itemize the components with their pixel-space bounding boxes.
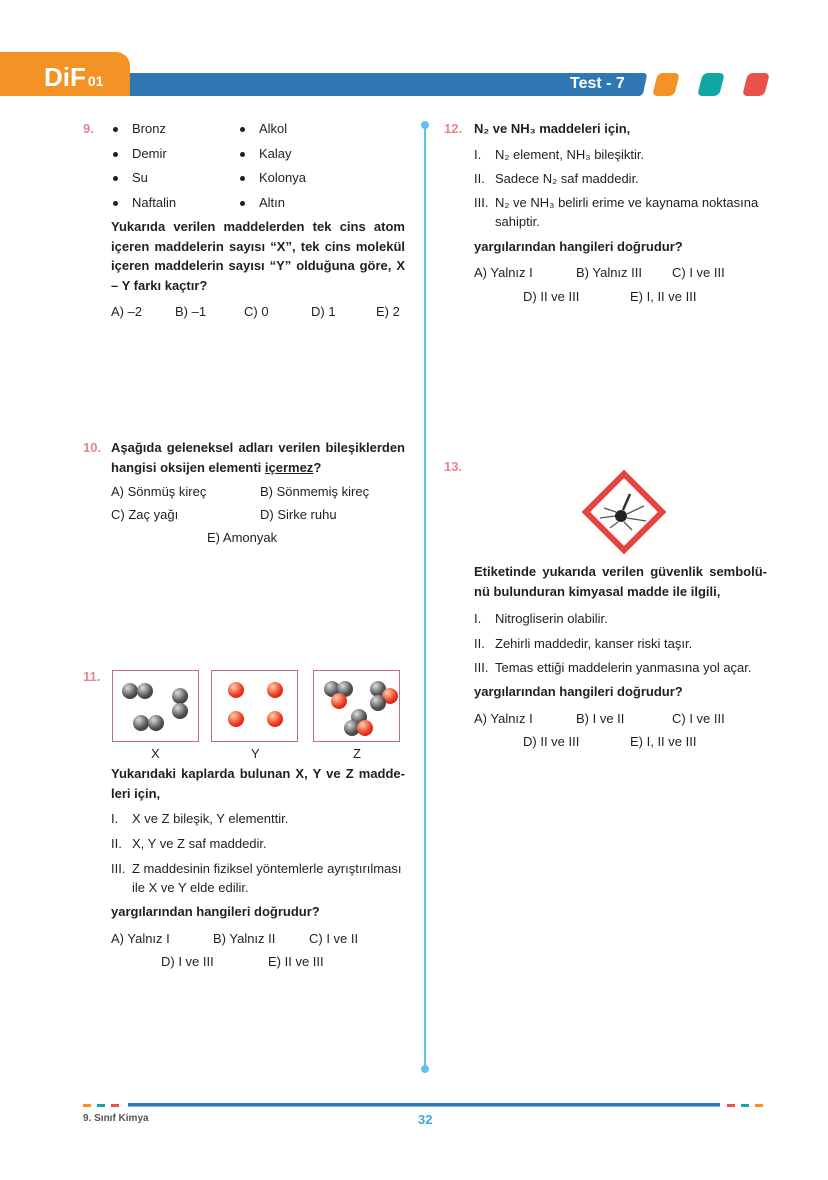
- chip-red: [742, 73, 770, 96]
- option[interactable]: D) II ve III: [523, 289, 580, 304]
- option[interactable]: C) I ve III: [672, 711, 725, 726]
- statement: Zehirli maddedir, kanser riski taşır.: [495, 636, 693, 651]
- option[interactable]: B) Yalnız III: [576, 265, 642, 280]
- statement-num: II.: [474, 636, 485, 651]
- question-number: 12.: [444, 121, 463, 136]
- statement: Nitrogliserin olabilir.: [495, 611, 608, 626]
- option[interactable]: B) –1: [175, 304, 207, 319]
- statement-num: II.: [111, 836, 122, 851]
- option[interactable]: E) II ve III: [268, 954, 324, 969]
- option[interactable]: A) Yalnız I: [474, 265, 533, 280]
- header-bar: [113, 73, 648, 96]
- chip-orange: [652, 73, 680, 96]
- container-y: [211, 670, 298, 742]
- statement-num: I.: [474, 611, 482, 626]
- divider-dot: [421, 121, 429, 129]
- footer-dash: [97, 1104, 105, 1107]
- question-number: 9.: [83, 121, 94, 136]
- footer-line: [128, 1103, 720, 1107]
- question-stem: Yukarıdaki kaplarda bulunan X, Y ve Z madde-leri için,: [111, 766, 405, 801]
- container-x: [112, 670, 199, 742]
- container-label: Y: [251, 746, 260, 761]
- option[interactable]: E) I, II ve III: [630, 734, 697, 749]
- container-label: X: [151, 746, 160, 761]
- chip-teal: [697, 73, 725, 96]
- statement: ile X ve Y elde edilir.: [132, 880, 249, 895]
- list-item: Altın: [240, 195, 285, 210]
- divider-dot: [421, 1065, 429, 1073]
- question-stem: Yukarıda verilen maddelerden tek cins atom içeren maddelerin sayısı “X”, tek cins molekül içeren maddelerin sayısı “Y” olduğuna göre, X – Y farkı kaçtır?: [111, 219, 405, 293]
- footer-dash: [727, 1104, 735, 1107]
- option[interactable]: B) Sönmemiş kireç: [260, 484, 370, 499]
- question-prompt: yargılarından hangileri doğrudur?: [474, 239, 683, 254]
- option[interactable]: C) 0: [244, 304, 269, 319]
- statement-num: I.: [111, 811, 119, 826]
- option[interactable]: A) Sönmüş kireç: [111, 484, 207, 499]
- statement-num: II.: [474, 171, 485, 186]
- question-number: 13.: [444, 459, 463, 474]
- statement: N₂ ve NH₃ belirli erime ve kaynama noktasına: [495, 195, 759, 210]
- statement: X ve Z bileşik, Y elementtir.: [132, 811, 289, 826]
- page-number: 32: [418, 1112, 433, 1127]
- statement: sahiptir.: [495, 214, 540, 229]
- statement-num: I.: [474, 147, 482, 162]
- test-label: Test - 7: [570, 75, 625, 92]
- option[interactable]: C) Zaç yağı: [111, 507, 179, 522]
- list-item: Alkol: [240, 121, 287, 136]
- statement: Z maddesinin fiziksel yöntemlerle ayrıştırılması: [132, 861, 402, 876]
- list-item: Su: [113, 170, 148, 185]
- footer-dash: [83, 1104, 91, 1107]
- footer-subject: 9. Sınıf Kimya: [83, 1113, 149, 1124]
- statement-num: III.: [474, 660, 489, 675]
- question-stem: Aşağıda geleneksel adları verilen bileşiklerden hangisi oksijen elementi içermez?: [111, 440, 405, 475]
- list-item: Demir: [113, 146, 167, 161]
- list-item: Kolonya: [240, 170, 306, 185]
- option[interactable]: A) –2: [111, 304, 143, 319]
- list-item: Naftalin: [113, 195, 176, 210]
- option[interactable]: D) I ve III: [161, 954, 214, 969]
- question-stem: N₂ ve NH₃ maddeleri için,: [474, 121, 631, 136]
- option[interactable]: B) Yalnız II: [213, 931, 276, 946]
- statement: N₂ element, NH₃ bileşiktir.: [495, 147, 645, 162]
- list-item: Kalay: [240, 146, 292, 161]
- option[interactable]: E) Amonyak: [207, 530, 278, 545]
- option[interactable]: D) II ve III: [523, 734, 580, 749]
- question-prompt: yargılarından hangileri doğrudur?: [111, 904, 320, 919]
- question-number: 11.: [83, 669, 101, 684]
- statement: Temas ettiği maddelerin yanmasına yol açar.: [495, 660, 752, 675]
- container-label: Z: [353, 746, 361, 761]
- statement-num: III.: [474, 195, 489, 210]
- option[interactable]: D) Sirke ruhu: [260, 507, 337, 522]
- option[interactable]: C) I ve II: [309, 931, 359, 946]
- option[interactable]: B) I ve II: [576, 711, 625, 726]
- explosive-hazard-icon: [578, 466, 670, 558]
- question-prompt: yargılarından hangileri doğrudur?: [474, 684, 683, 699]
- list-item: Bronz: [113, 121, 166, 136]
- option[interactable]: A) Yalnız I: [111, 931, 170, 946]
- container-z: [313, 670, 400, 742]
- column-divider: [424, 125, 426, 1070]
- footer-dash: [741, 1104, 749, 1107]
- footer-dash: [755, 1104, 763, 1107]
- footer-dash: [111, 1104, 119, 1107]
- statement: Sadece N₂ saf maddedir.: [495, 171, 639, 186]
- statement-num: III.: [111, 861, 126, 876]
- option[interactable]: D) 1: [311, 304, 336, 319]
- statement: X, Y ve Z saf maddedir.: [132, 836, 267, 851]
- option[interactable]: E) I, II ve III: [630, 289, 697, 304]
- question-stem: Etiketinde yukarıda verilen güvenlik sembolü-nü bulunduran kimyasal madde ile ilgili,: [474, 564, 767, 599]
- option[interactable]: A) Yalnız I: [474, 711, 533, 726]
- question-number: 10.: [83, 440, 102, 455]
- option[interactable]: C) I ve III: [672, 265, 725, 280]
- option[interactable]: E) 2: [376, 304, 400, 319]
- brand-logo: DiF 01: [44, 62, 104, 92]
